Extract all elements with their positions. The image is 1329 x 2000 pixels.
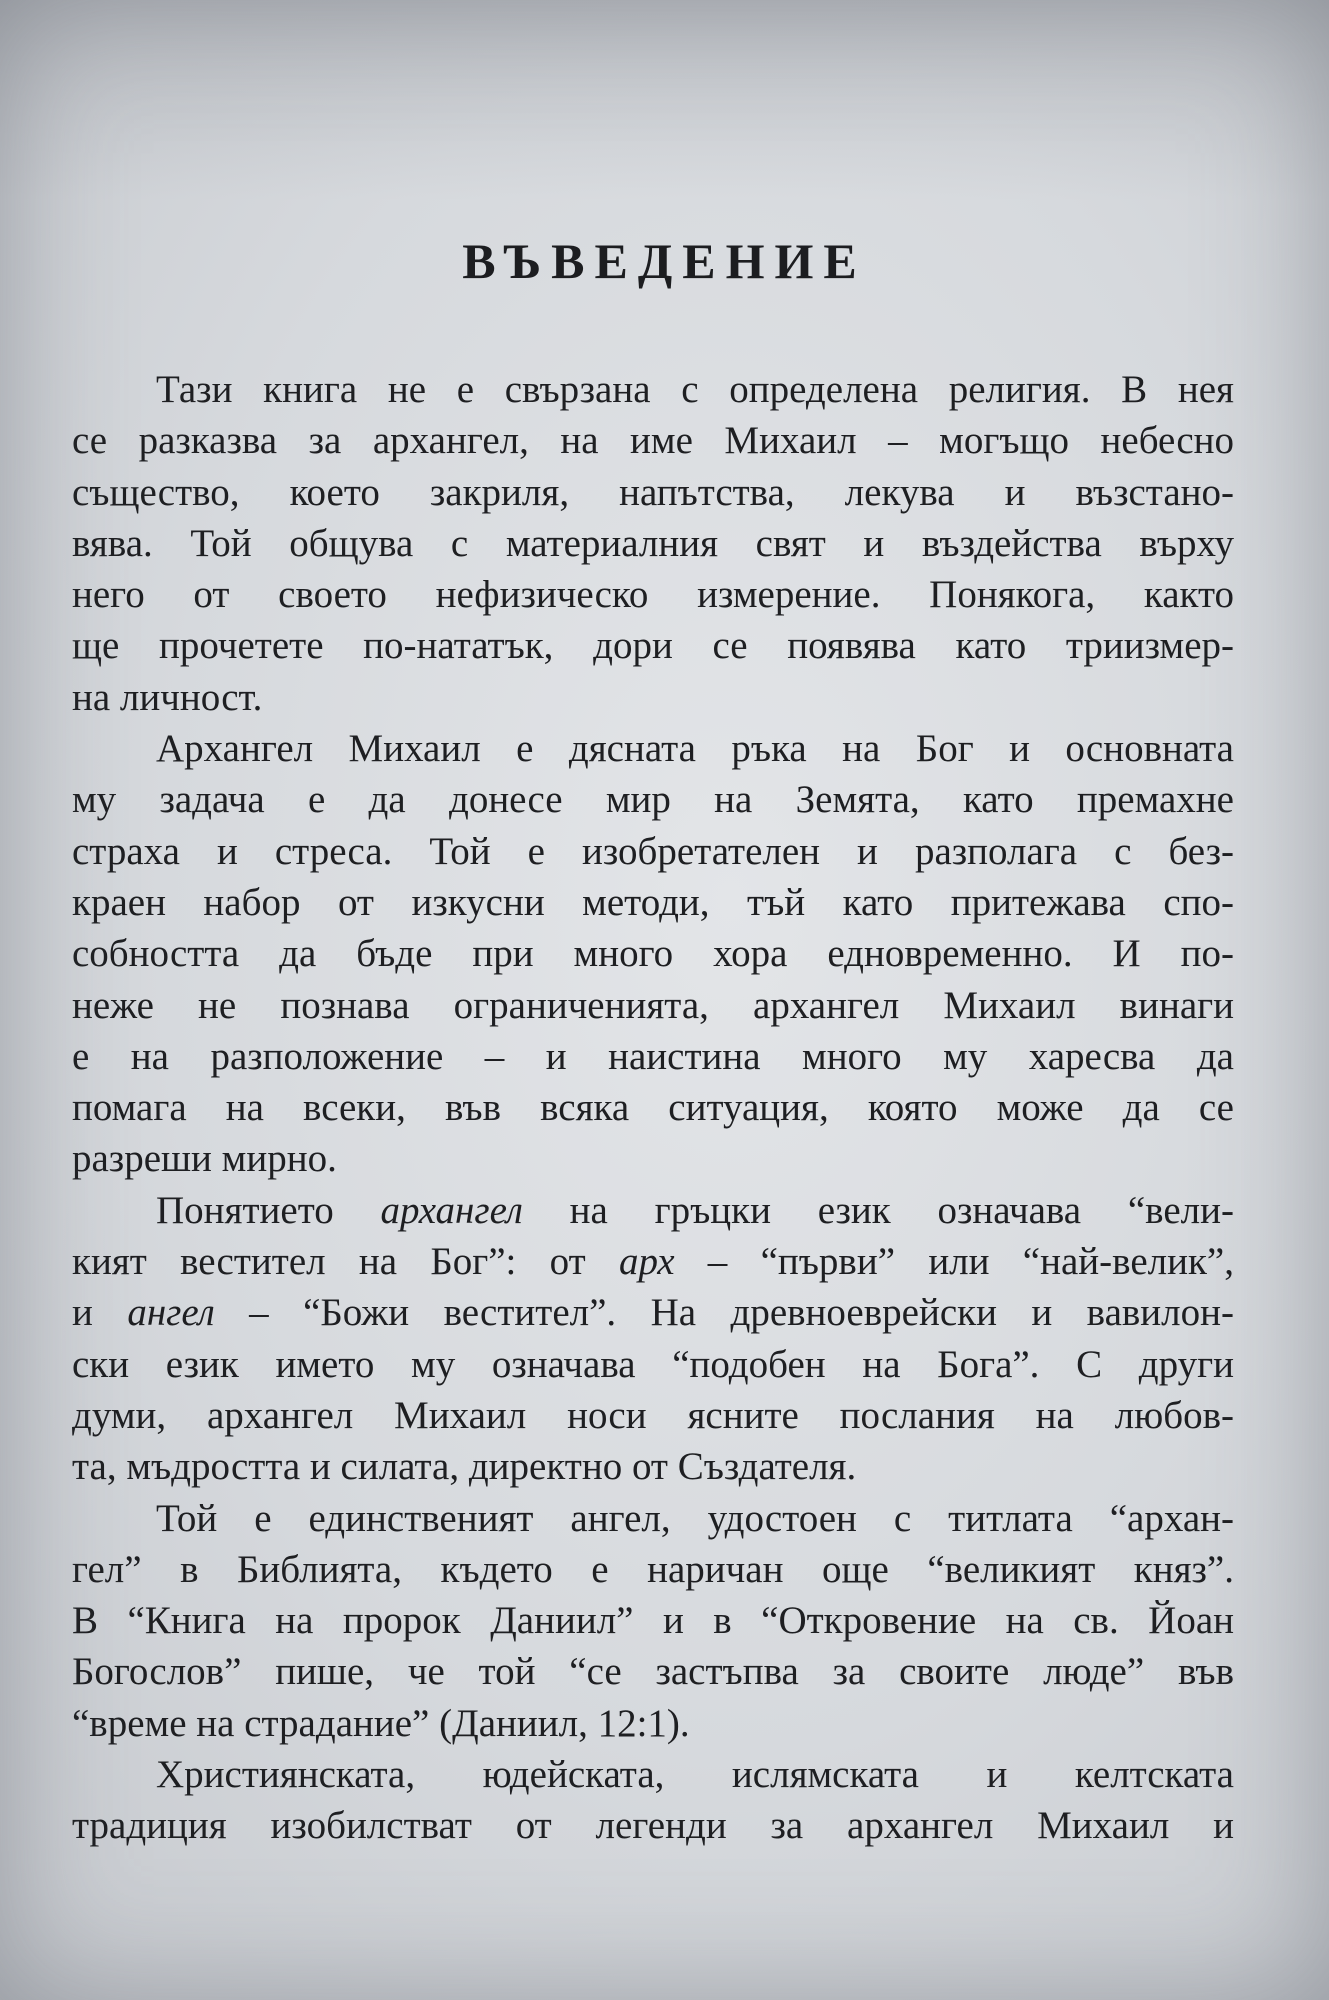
text-run: и bbox=[72, 1291, 128, 1335]
text-run: традиция изобилстват от легенди за архангел Михаил и bbox=[72, 1804, 1234, 1848]
text-run: на гръцки език означава “вели- bbox=[522, 1188, 1234, 1232]
text-run: на личност. bbox=[72, 675, 263, 719]
text-line bbox=[72, 1082, 1234, 1133]
paragraph bbox=[72, 1493, 1234, 1749]
italic-term: архангел bbox=[380, 1188, 523, 1232]
text-line bbox=[72, 774, 1234, 825]
text-run: – “първи” или “най-велик”, bbox=[674, 1240, 1234, 1284]
text-run: краен набор от изкусни методи, тъй като притежава спо- bbox=[72, 880, 1234, 924]
italic-term: арх bbox=[618, 1240, 675, 1284]
text-line bbox=[72, 826, 1234, 877]
text-line bbox=[72, 1800, 1234, 1851]
text-run: Тази книга не е свързана с определена религия. В нея bbox=[156, 368, 1234, 411]
text-run: вява. Той общува с материалния свят и въздейства върху bbox=[72, 521, 1234, 565]
text-line bbox=[72, 1493, 1234, 1544]
text-run: разреши мирно. bbox=[72, 1137, 337, 1181]
paragraph bbox=[72, 364, 1234, 723]
paragraph bbox=[72, 1185, 1234, 1493]
text-line bbox=[72, 672, 1234, 723]
text-line bbox=[72, 1595, 1234, 1646]
paragraph bbox=[72, 723, 1234, 1185]
text-line bbox=[72, 467, 1234, 518]
text-line bbox=[72, 1544, 1234, 1595]
text-line bbox=[72, 877, 1234, 928]
text-line bbox=[72, 1339, 1234, 1390]
text-run: ски език името му означава “подобен на Бога”. С други bbox=[72, 1342, 1234, 1386]
text-run: гел” в Библията, където е наричан още “великият княз”. bbox=[72, 1547, 1234, 1591]
text-line bbox=[72, 1749, 1234, 1800]
text-run: Богослов” пише, че той “се застъпва за своите люде” във bbox=[72, 1650, 1234, 1694]
text-line bbox=[72, 1133, 1234, 1184]
text-line bbox=[72, 723, 1234, 774]
text-line bbox=[72, 1441, 1234, 1492]
text-run: е на разположение – и наистина много му харесва да bbox=[72, 1034, 1234, 1078]
text-run: В “Книга на пророк Даниил” и в “Откровение на св. Йоан bbox=[72, 1599, 1234, 1643]
text-run: – “Божи вестител”. На древноеврейски и вавилон- bbox=[214, 1291, 1234, 1335]
text-line bbox=[72, 569, 1234, 620]
text-run: “време на страдание” (Даниил, 12:1). bbox=[72, 1701, 690, 1745]
text-line bbox=[72, 1236, 1234, 1287]
text-run: ще прочетете по-нататък, дори се появява като триизмер- bbox=[72, 624, 1234, 668]
text-run: Понятието bbox=[156, 1188, 381, 1232]
text-run: Той е единственият ангел, удостоен с титлата “архан- bbox=[156, 1496, 1234, 1540]
text-run: та, мъдростта и силата, директно от Създателя. bbox=[72, 1445, 857, 1489]
text-run: собността да бъде при много хора едновременно. И по- bbox=[72, 932, 1234, 976]
text-run: се разказва за архангел, на име Михаил – могъщо небесно bbox=[72, 419, 1234, 463]
text-run: същество, което закриля, напътства, лекува и възстано- bbox=[72, 470, 1234, 514]
text-line bbox=[72, 620, 1234, 671]
text-run: Християнската, юдейската, ислямската и келтската bbox=[156, 1753, 1234, 1797]
paragraph bbox=[72, 1749, 1234, 1852]
text-run: неже не познава ограниченията, архангел Михаил винаги bbox=[72, 983, 1234, 1027]
text-line bbox=[72, 1390, 1234, 1441]
text-run: думи, архангел Михаил носи ясните послания на любов- bbox=[72, 1393, 1234, 1437]
text-run: страха и стреса. Той е изобретателен и разполага с без- bbox=[72, 829, 1234, 873]
text-line bbox=[72, 1185, 1234, 1236]
text-line bbox=[72, 1287, 1234, 1338]
text-line bbox=[72, 364, 1234, 415]
show-through-previous-page bbox=[0, 0, 1329, 200]
text-line bbox=[72, 1698, 1234, 1749]
text-line bbox=[72, 1646, 1234, 1697]
page-body-text bbox=[72, 364, 1234, 1852]
text-run: Архангел Михаил е дясната ръка на Бог и основната bbox=[156, 727, 1234, 771]
text-run: помага на всеки, във всяка ситуация, която може да се bbox=[72, 1086, 1234, 1130]
text-line bbox=[72, 518, 1234, 569]
text-run: кият вестител на Бог”: от bbox=[72, 1240, 619, 1284]
text-run: него от своето нефизическо измерение. Понякога, както bbox=[72, 573, 1234, 617]
text-line bbox=[72, 980, 1234, 1031]
text-run: му задача е да донесе мир на Земята, като премахне bbox=[72, 778, 1234, 822]
text-line bbox=[72, 928, 1234, 979]
text-line bbox=[72, 1031, 1234, 1082]
italic-term: ангел bbox=[127, 1291, 215, 1335]
page-title: ВЪВЕДЕНИЕ bbox=[462, 233, 867, 289]
text-line bbox=[72, 415, 1234, 466]
